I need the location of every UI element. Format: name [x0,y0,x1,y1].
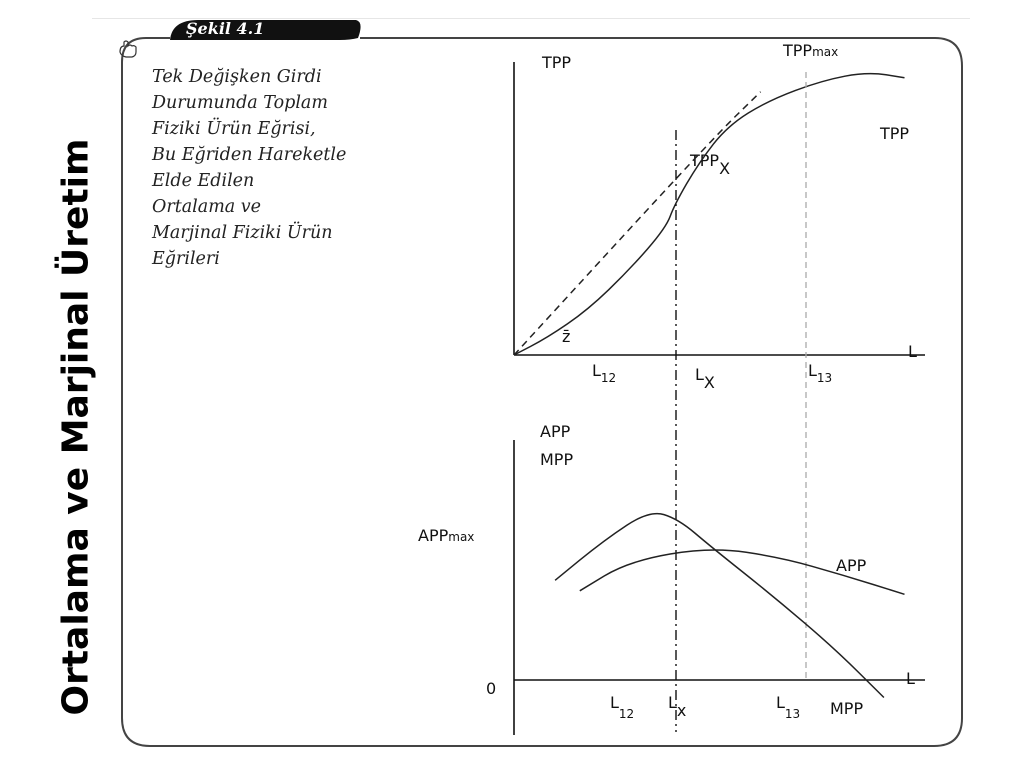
app-y-axis-label: APP [540,422,571,441]
tpp-x-sub: X [719,159,731,178]
l12-label-bottom [610,693,634,721]
tpp-max-main: TPP [783,41,813,60]
l12-main: L [592,361,601,380]
l12-sub: 12 [600,371,617,385]
figure-label-tab [170,19,361,40]
l12-sub: 12 [618,707,635,721]
tpp-chart [514,41,925,392]
l13-main: L [776,693,785,712]
tpp-x-label [689,151,730,178]
tpp-x-axis-label: L [908,342,917,361]
lx-label-bottom [668,693,686,720]
caption-line: Marjinal Fiziki Ürün [152,223,333,243]
mpp-curve-label: MPP [830,699,864,718]
app-max-sub: max [448,530,475,544]
lx-sub: X [703,373,715,392]
app-mpp-chart [418,422,925,735]
caption-line: Ortalama ve [152,197,262,217]
caption-line: Elde Edilen [152,171,255,191]
l13-label-bottom [776,693,800,721]
lx-sub: x [676,701,687,720]
vertical-title-text: Ortalama ve Marjinal Üretim [55,138,97,716]
caption-line: Eğrileri [152,249,220,269]
app-max-label [418,526,474,545]
tangent-curve [514,92,761,355]
caption-line: Bu Eğriden Hareketle [152,145,347,165]
mpp-curve [555,514,884,698]
tpp-x-main: TPP [690,151,720,170]
lx-main: L [695,365,704,384]
l12-main: L [610,693,619,712]
app-mpp-curves [555,514,904,698]
caption-line: Tek Değişken Girdi [152,67,322,87]
lx-label-top [695,365,715,392]
tpp-curve-label: TPP [880,124,910,143]
tpp-curves [514,74,905,355]
tpp-curve [514,74,905,355]
origin-label: 0 [486,679,497,698]
app-curve-label: APP [836,556,867,575]
caption-line: Fiziki Ürün Eğrisi, [152,119,316,139]
caption-line: Durumunda Toplam [152,93,328,113]
z-label: z̄ [562,327,571,346]
caption [151,67,352,269]
app-x-axis-label: L [906,669,915,688]
tpp-y-axis-label: TPP [542,53,572,72]
l13-sub: 13 [784,707,801,721]
l12-label-top [592,361,616,385]
app-max-main: APP [418,526,449,545]
l13-main: L [808,361,817,380]
l13-label-top [808,361,832,385]
mpp-y-axis-label: MPP [540,450,574,469]
tpp-max-sub: max [812,45,839,59]
figure-label: Şekil 4.1 [186,19,265,38]
lx-main: L [668,693,677,712]
l13-sub: 13 [816,371,833,385]
tpp-max-label [782,41,838,60]
